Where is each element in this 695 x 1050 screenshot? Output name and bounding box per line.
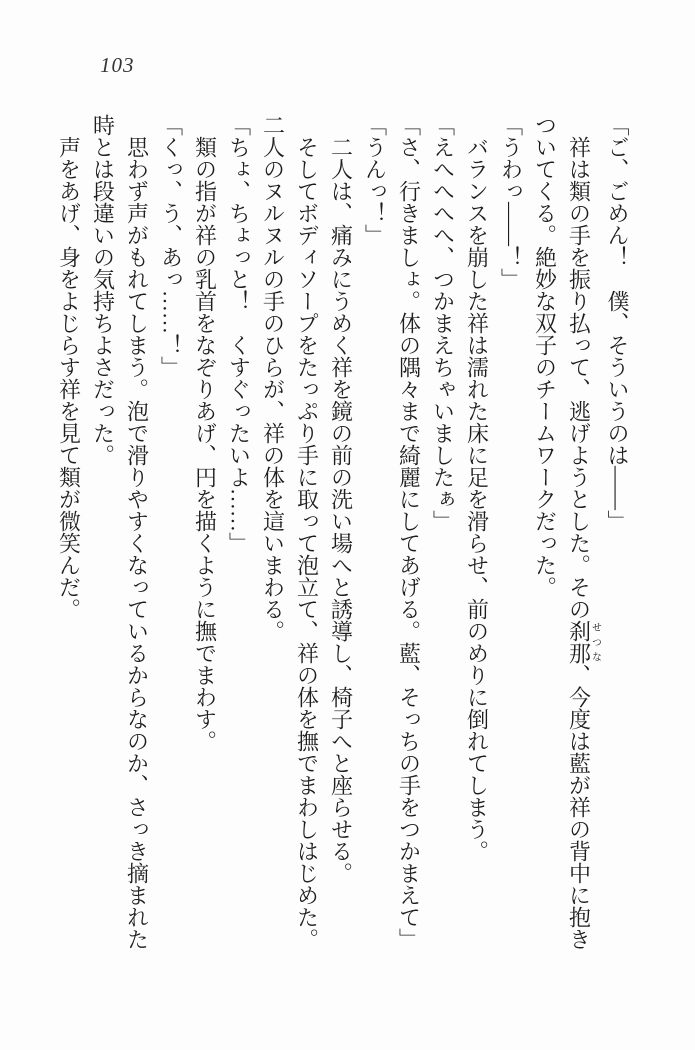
ruby-annotated-word: 刹那せつな [566,620,601,664]
paragraph-dialogue: 「くっ、う、あっ……！」 [158,114,184,378]
paragraph-narrative: 声をあげ、身をよじらす祥を見て類が微笑んだ。 [56,136,82,620]
page-number: 103 [100,53,135,77]
paragraph-narrative: 二人は、痛みにうめく祥を鏡の前の洗い場へと誘導し、椅子へと座らせる。 [328,136,354,884]
paragraph-dialogue: 「うわっ――！」 [498,114,524,290]
paragraph-dialogue: 「さ、行きましょ。体の隅々まで綺麗にしてあげる。藍、そっちの手をつかまえて」 [396,114,422,950]
paragraph-dialogue: 「ご、ごめん！ 僕、そういうのは――」 [605,114,630,532]
paragraph-narrative: 思わず声がもれてしまう。泡で滑りやすくなっているからなのか、さっき摘まれた時とは段違いの気持ちよさだった。 [90,114,150,950]
paragraph-narrative: 祥は類の手を振り払って、逃げようとした。その刹那せつな、今度は藍が祥の背中に抱きついてくる。絶妙な双子のチームワークだった。 [532,114,601,950]
paragraph-narrative: 類の指が祥の乳首をなぞりあげ、円を描くように撫でまわす。 [192,136,218,752]
paragraph-dialogue: 「うんっ！」 [362,114,388,246]
paragraph-narrative: そしてボディソープをたっぷり手に取って泡立て、祥の体を撫でまわしはじめた。二人のヌルヌルの手のひらが、祥の体を這いまわる。 [260,114,320,950]
page-text-block [52,114,635,952]
paragraph-narrative: バランスを崩した祥は濡れた床に足を滑らせ、前のめりに倒れてしまう。 [464,136,490,862]
paragraph-dialogue: 「えへへへへ、つかまえちゃいましたぁ」 [430,114,456,532]
paragraph-dialogue: 「ちょ、ちょっと！ くすぐったいよ……」 [226,114,252,554]
